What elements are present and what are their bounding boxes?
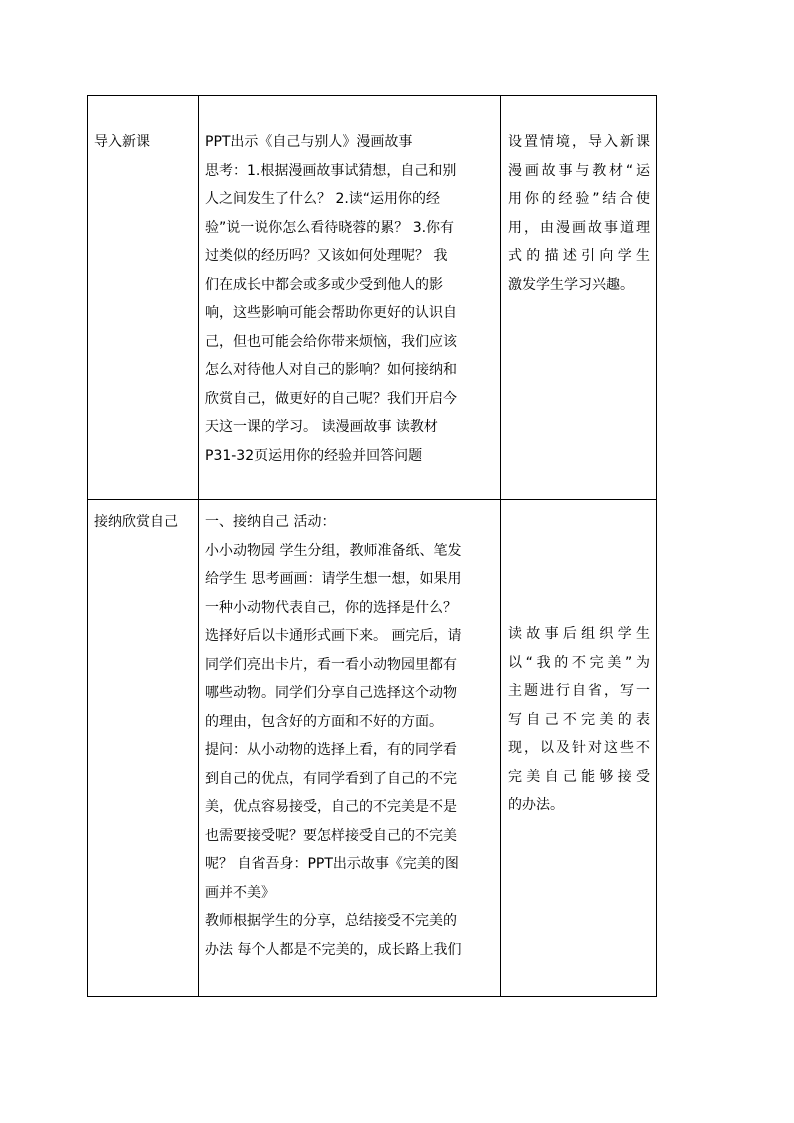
content-line: 欣赏自己，做更好的自己呢？我们开启今 [205, 390, 457, 407]
content-line: 也需要接受呢？要怎样接受自己的不完美 [205, 827, 457, 844]
content-line: 提问：从小动物的选择上看，有的同学看 [205, 742, 457, 758]
content-line: 怎么对待他人对自己的影响？如何接纳和 [205, 362, 457, 378]
content-line: 小小动物园 学生分组，教师准备纸、笔发 [205, 542, 462, 559]
content-line: 们在成长中都会或多或少受到他人的影 [205, 276, 443, 293]
content-line: 呢？ 自省吾身：PPT出示故事《完美的图 [205, 856, 459, 872]
lesson-plan-table [87, 95, 657, 997]
content-line: 一、接纳自己 活动： [205, 514, 336, 530]
note-line: 用你的经验”结合使 [508, 191, 650, 207]
content-line: 响，这些影响可能会帮助你更好的认识自 [205, 305, 457, 321]
note-line: 的办法。 [508, 797, 564, 813]
note-line: 漫画故事与教材“运 [508, 162, 650, 179]
note-line: 读故事后组织学生 [508, 626, 650, 642]
note-line: 主题进行自省，写一 [508, 683, 650, 699]
content-line: 的理由，包含好的方面和不好的方面。 [205, 713, 443, 730]
stage-label-cell [88, 96, 199, 500]
note-line: 设置情境，导入新课 [508, 134, 650, 150]
stage-label: 导入新课 [94, 134, 150, 150]
design-intent-cell [501, 96, 657, 500]
note-line: 完美自己能够接受 [508, 768, 650, 785]
note-line: 用，由漫画故事道理 [508, 219, 650, 236]
content-line: 办法 每个人都是不完美的，成长路上我们 [205, 941, 462, 958]
content-line: 到自己的优点，有同学看到了自己的不完 [205, 770, 457, 787]
content-line: 过类似的经历吗？又该如何处理呢？ 我 [205, 248, 448, 264]
activity-content-cell [199, 500, 501, 997]
note-line: 写自己不完美的表 [508, 711, 650, 728]
content-line: 思考：1.根据漫画故事试猜想，自己和别 [205, 162, 457, 179]
stage-label: 接纳欣赏自己 [94, 514, 178, 530]
note-line: 以“我的不完美”为 [508, 654, 650, 671]
design-intent-cell [501, 500, 657, 997]
content-line: 美，优点容易接受，自己的不完美是不是 [205, 799, 457, 815]
content-line: 教师根据学生的分享，总结接受不完美的 [205, 913, 457, 929]
table-row-introduction [88, 96, 657, 500]
content-line: PPT出示《自己与别人》漫画故事 [205, 134, 413, 150]
content-line: 选择好后以卡通形式画下来。 画完后，请 [205, 628, 462, 644]
content-line: 己，但也可能会给你带来烦恼，我们应该 [205, 333, 457, 350]
content-line: 天这一课的学习。 读漫画故事 读教材 [205, 419, 438, 435]
content-line: 哪些动物。同学们分享自己选择这个动物 [205, 685, 457, 701]
content-line: 人之间发生了什么？ 2.读“运用你的经 [205, 191, 441, 207]
content-line: 画并不美》 [205, 884, 275, 901]
note-line: 激发学生学习兴趣。 [508, 276, 634, 293]
note-line: 式的描述引向学生 [508, 248, 650, 264]
activity-content-cell [199, 96, 501, 500]
content-line: 验”说一说你怎么看待晓蓉的累？ 3.你有 [205, 219, 455, 236]
stage-label-cell [88, 500, 199, 997]
content-line: 同学们亮出卡片，看一看小动物园里都有 [205, 656, 457, 673]
table-row-accept-self [88, 500, 657, 997]
content-line: 一种小动物代表自己，你的选择是什么？ [205, 599, 457, 616]
note-line: 现，以及针对这些不 [508, 740, 650, 756]
content-line: P31-32页运用你的经验并回答问题 [205, 447, 423, 464]
content-line: 给学生 思考画画：请学生想一想，如果用 [205, 571, 462, 587]
